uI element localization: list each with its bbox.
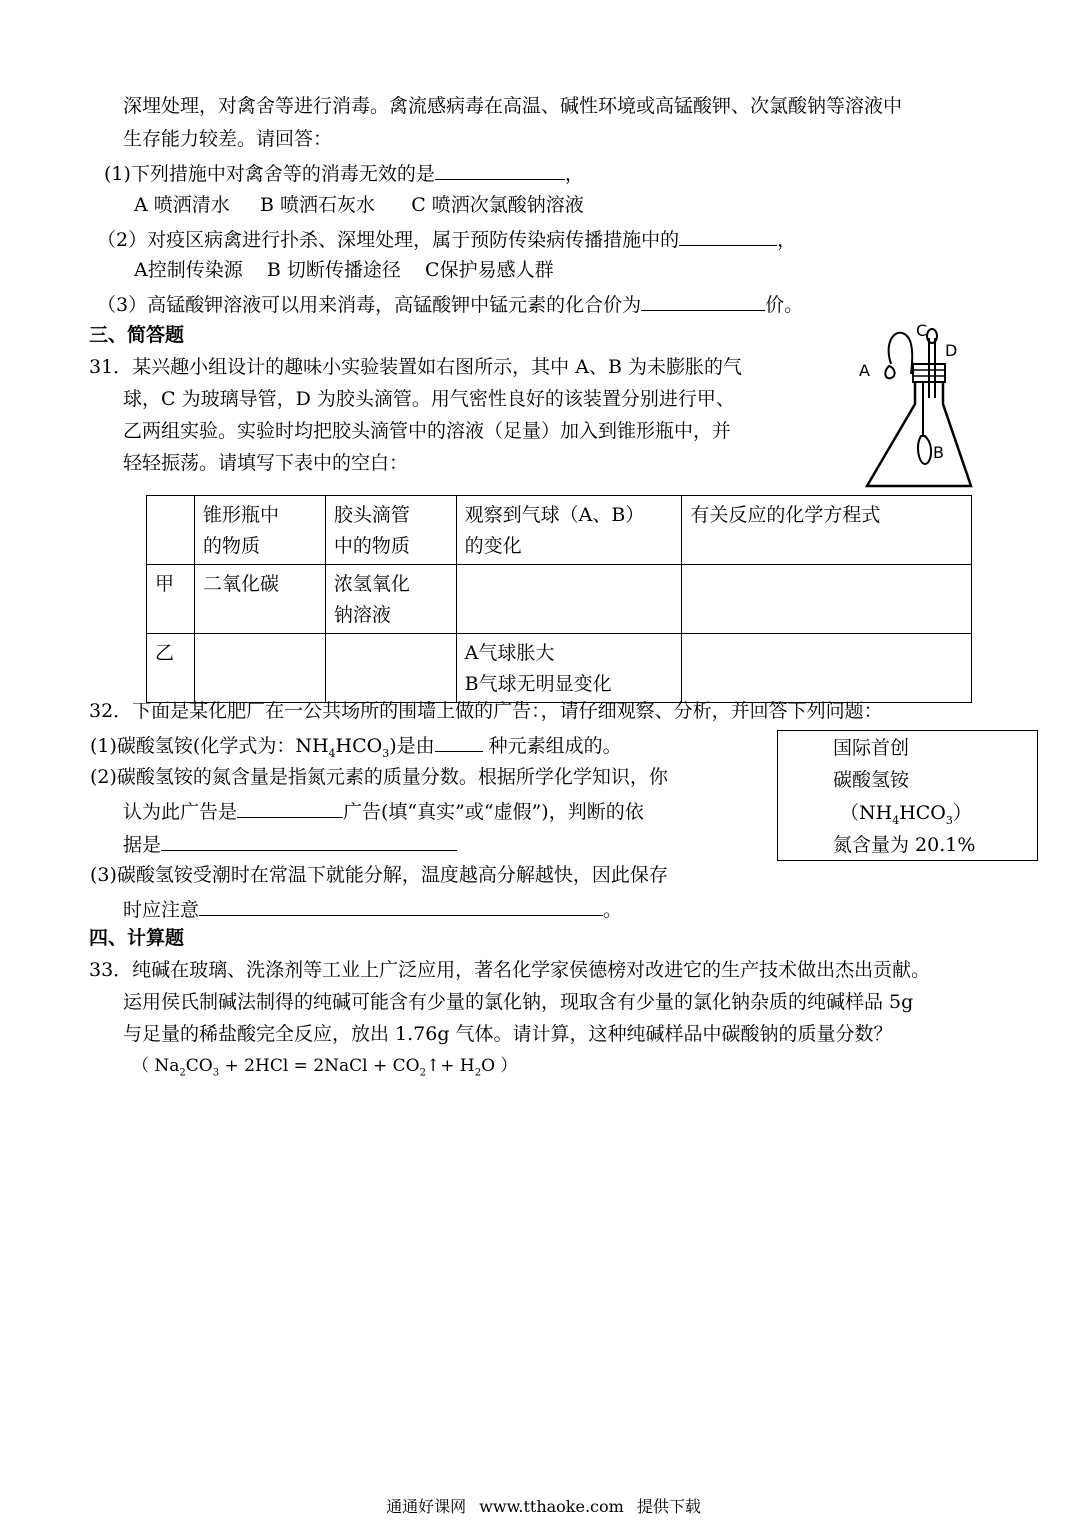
cell-dropper-jia: 浓氢氧化 钠溶液 bbox=[325, 565, 456, 634]
ad-line-1: 国际首创 bbox=[833, 737, 910, 759]
ad-line-2: 碳酸氢铵 bbox=[833, 769, 910, 791]
section-3-title: 三、简答题 bbox=[89, 324, 185, 346]
q31-line-4: 轻轻振荡。请填写下表中的空白： bbox=[123, 452, 409, 474]
q32-part2-line-1: (2)碳酸氢铵的氮含量是指氮元素的质量分数。根据所学化学知识，你 bbox=[90, 766, 668, 788]
balloon-a bbox=[885, 366, 894, 378]
q32-basis-blank[interactable] bbox=[161, 830, 457, 851]
footer-url-link[interactable]: www.tthaoke.com bbox=[479, 1497, 624, 1516]
q32-part3-line-2: 时应注意 。 bbox=[123, 895, 622, 923]
q30-part1-options: A 喷洒清水 B 喷洒石灰水 C 喷洒次氯酸钠溶液 bbox=[134, 194, 584, 216]
intro-line-2: 生存能力较差。请回答： bbox=[123, 128, 333, 150]
q30-part2-options: A控制传染源 B 切断传播途径 C保护易感人群 bbox=[134, 259, 554, 281]
table-row bbox=[147, 565, 972, 634]
footer-site-name: 通通好课网 bbox=[386, 1497, 467, 1516]
section-4-title: 四、计算题 bbox=[89, 927, 185, 949]
ad-nitrogen-content: 氮含量为 20.1% bbox=[833, 834, 976, 856]
label-c: C bbox=[916, 321, 928, 340]
q30-part3-blank[interactable] bbox=[641, 290, 765, 311]
footer-suffix: 提供下载 bbox=[636, 1497, 701, 1516]
cell-change-jia-blank[interactable] bbox=[456, 565, 682, 634]
flask-apparatus-figure bbox=[853, 318, 975, 494]
intro-line-1: 深埋处理，对禽舍等进行消毒。禽流感病毒在高温、碱性环境或高锰酸钾、次氯酸钠等溶液中 bbox=[123, 95, 903, 117]
q32-part2-line-2: 认为此广告是 广告(填“真实”或“虚假”)，判断的依 bbox=[123, 797, 644, 825]
q33-line-1: 33．纯碱在玻璃、洗涤剂等工业上广泛应用，著名化学家侯德榜对改进它的生产技术做出杰出贡献。 bbox=[89, 959, 931, 981]
cell-dropper-yi-blank[interactable] bbox=[325, 634, 456, 703]
q30-part1 bbox=[104, 159, 584, 187]
table-header-row bbox=[147, 496, 972, 565]
conical-flask bbox=[867, 382, 971, 486]
q30-part2-blank[interactable] bbox=[679, 225, 777, 246]
cell-flask-jia: 二氧化碳 bbox=[194, 565, 325, 634]
header-cell-equation: 有关反应的化学方程式 bbox=[682, 496, 972, 565]
row-label-jia: 甲 bbox=[147, 565, 195, 634]
cell-flask-yi-blank[interactable] bbox=[194, 634, 325, 703]
q30-part3-end: 价。 bbox=[765, 294, 804, 316]
q32-part2-line-3: 据是 bbox=[123, 830, 457, 858]
header-cell-balloon-change: 观察到气球（A、B） 的变化 bbox=[456, 496, 682, 565]
header-cell-flask: 锥形瓶中 的物质 bbox=[194, 496, 325, 565]
cell-equation-yi-blank[interactable] bbox=[682, 634, 972, 703]
label-d: D bbox=[945, 341, 958, 360]
q32-storage-blank[interactable] bbox=[199, 895, 603, 916]
ad-formula: $(NH_4HCO_3)$ bbox=[840, 802, 972, 827]
q30-part1-end: ， bbox=[564, 163, 584, 185]
q32-part1: (1)碳酸氢铵(化学式为：$NH_4HCO_3$)是由 种元素组成的。 bbox=[90, 731, 622, 767]
header-cell-dropper: 胶头滴管 中的物质 bbox=[325, 496, 456, 565]
q30-part1-text: (1)下列措施中对禽舍等的消毒无效的是 bbox=[104, 163, 435, 185]
cell-change-yi: A气球胀大 B气球无明显变化 bbox=[456, 634, 682, 703]
q30-part2 bbox=[97, 225, 796, 253]
balloon-b bbox=[918, 436, 931, 464]
q31-line-2: 球，C 为玻璃导管，D 为胶头滴管。用气密性良好的该装置分别进行甲、 bbox=[123, 388, 735, 410]
label-a: A bbox=[859, 361, 870, 380]
q33-line-2: 运用侯氏制碱法制得的纯碱可能含有少量的氯化钠，现取含有少量的氯化钠杂质的纯碱样品 5g bbox=[123, 991, 914, 1013]
q30-part2-text: （2）对疫区病禽进行扑杀、深埋处理，属于预防传染病传播措施中的 bbox=[97, 229, 680, 251]
q31-line-3: 乙两组实验。实验时均把胶头滴管中的溶液（足量）加入到锥形瓶中，并 bbox=[123, 420, 732, 442]
label-b: B bbox=[933, 443, 944, 462]
q33-equation: （ $Na_2CO_3 + 2HCl$ = 2NaCl + $CO_2↑+ H_2O$ ） bbox=[132, 1056, 518, 1079]
header-cell-empty bbox=[147, 496, 195, 565]
q32-part1-blank[interactable] bbox=[435, 731, 483, 752]
q32-part3-line-1: (3)碳酸氢铵受潮时在常温下就能分解，温度越高分解越快，因此保存 bbox=[90, 864, 668, 886]
q30-part3-text: （3）高锰酸钾溶液可以用来消毒，高锰酸钾中锰元素的化合价为 bbox=[97, 294, 642, 316]
fertilizer-ad-box bbox=[777, 730, 1038, 861]
footer bbox=[0, 1496, 1087, 1518]
q32-part2-blank[interactable] bbox=[237, 797, 343, 818]
q31-line-1: 31．某兴趣小组设计的趣味小实验装置如右图所示，其中 A、B 为未膨胀的气 bbox=[89, 356, 742, 378]
q33-line-3: 与足量的稀盐酸完全反应，放出 1.76g 气体。请计算，这种纯碱样品中碳酸钠的质量分数？ bbox=[123, 1023, 893, 1045]
q30-part1-blank[interactable] bbox=[435, 159, 565, 180]
q32-intro: 32．下面是某化肥厂在一公共场所的围墙上做的广告：，请仔细观察、分析，并回答下列问题： bbox=[89, 700, 883, 722]
q30-part2-end: ， bbox=[777, 229, 797, 251]
cell-equation-jia-blank[interactable] bbox=[682, 565, 972, 634]
row-label-yi: 乙 bbox=[147, 634, 195, 703]
table-row bbox=[147, 634, 972, 703]
experiment-table bbox=[146, 495, 972, 703]
q30-part3 bbox=[97, 290, 803, 318]
